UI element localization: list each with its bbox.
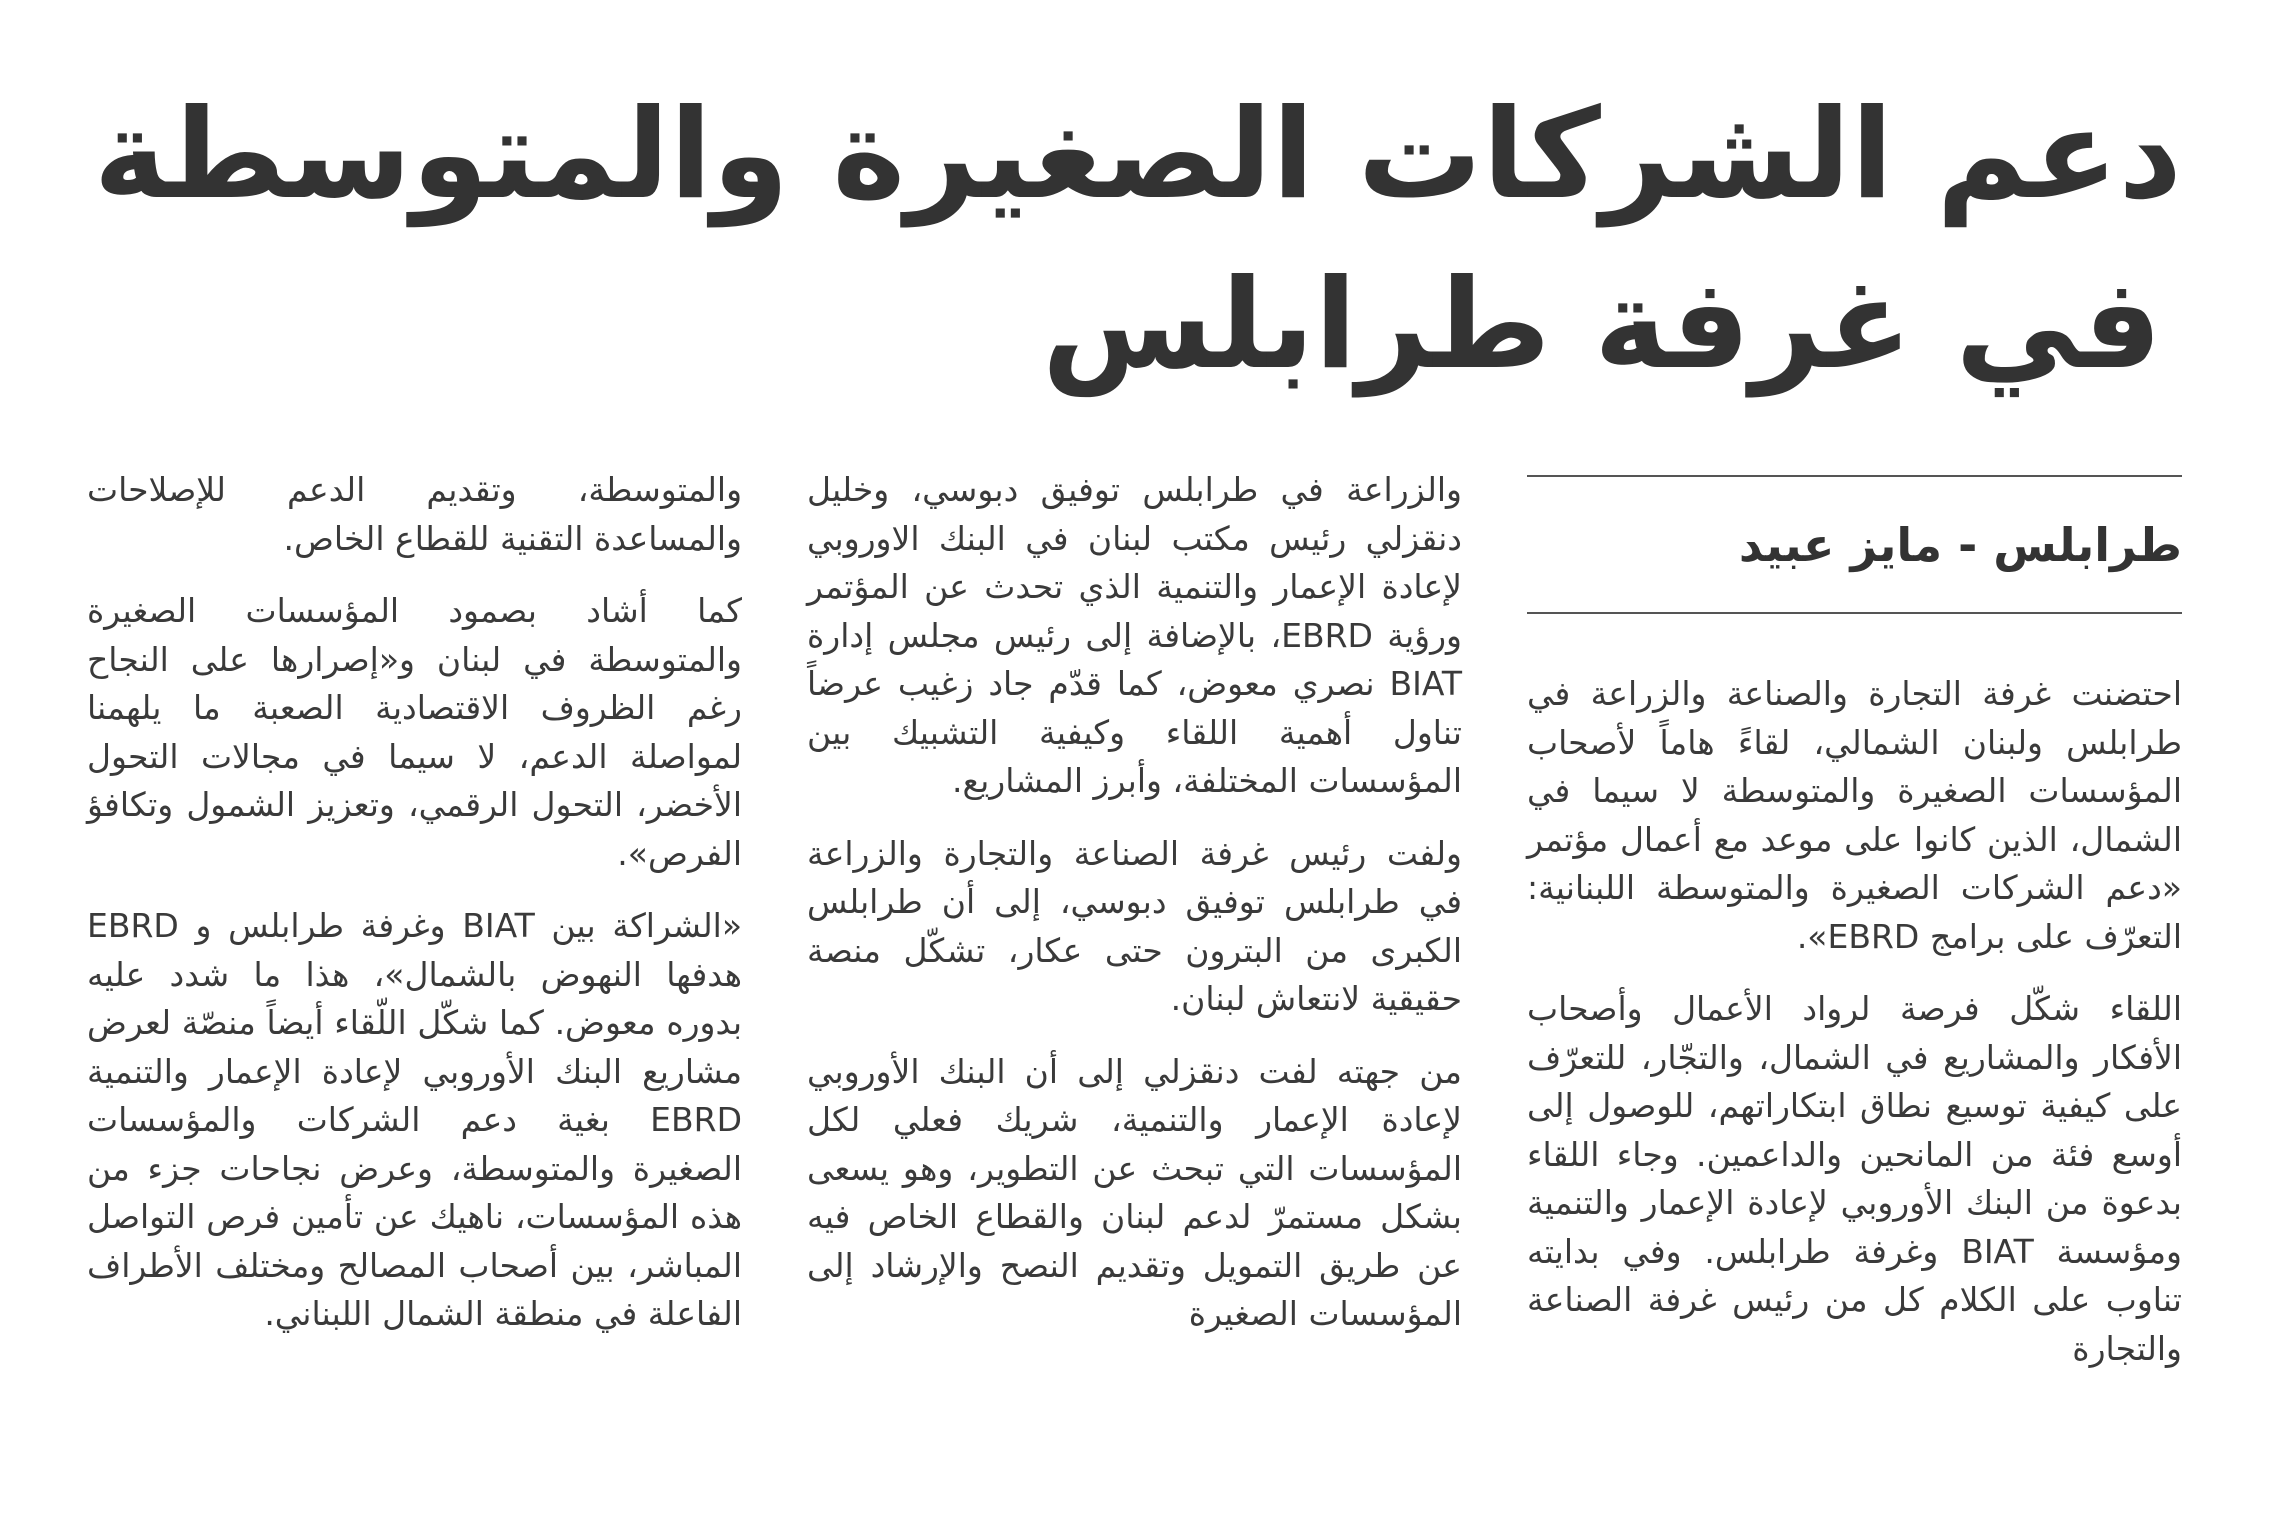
paragraph: والمتوسطة، وتقديم الدعم للإصلاحات والمساعدة التقنية للقطاع الخاص. bbox=[87, 470, 742, 558]
paragraph: كما أشاد بصمود المؤسسات الصغيرة والمتوسطة في لبنان و«إصرارها على النجاح رغم الظروف الاقتصادية الصعبة ما يلهمنا لمواصلة الدعم، لا سيما في مجالات التحول الأخضر، التحول الرقمي، وتعزيز الشمول وتكافؤ الفرص». bbox=[87, 591, 742, 873]
column-right bbox=[1527, 670, 2182, 1397]
article-headline bbox=[82, 70, 2182, 410]
headline-line-1: دعم الشركات الصغيرة والمتوسطة bbox=[93, 83, 2182, 227]
headline-line-2: في غرفة طرابلس bbox=[1041, 253, 2162, 397]
byline: طرابلس - مايز عبيد bbox=[1738, 517, 2182, 572]
column-middle bbox=[807, 466, 1462, 1363]
paragraph: اللقاء شكّل فرصة لرواد الأعمال وأصحاب الأفكار والمشاريع في الشمال، والتجّار، للتعرّف على كيفية توسيع نطاق ابتكاراتهم، للوصول إلى أوسع فئة من المانحين والداعمين. وجاء اللقاء بدعوة من البنك الأوروبي لإعادة الإعمار والتنمية ومؤسسة BIAT وغرفة طرابلس. وفي بدايته تناوب على الكلام كل من رئيس غرفة الصناعة والتجارة bbox=[1527, 989, 2182, 1368]
paragraph: والزراعة في طرابلس توفيق دبوسي، وخليل دنقزلي رئيس مكتب لبنان في البنك الاوروبي لإعادة الإعمار والتنمية الذي تحدث عن المؤتمر ورؤية EBRD، بالإضافة إلى رئيس مجلس إدارة BIAT نصري معوض، كما قدّم جاد زغيب عرضاً تناول أهمية اللقاء وكيفية التشبيك بين المؤسسات المختلفة، وأبرز المشاريع. bbox=[807, 470, 1462, 800]
paragraph: ولفت رئيس غرفة الصناعة والتجارة والزراعة في طرابلس توفيق دبوسي، إلى أن طرابلس الكبرى من البترون حتى عكار، تشكّل منصة حقيقية لانتعاش لبنان. bbox=[807, 833, 1462, 1018]
paragraph: من جهته لفت دنقزلي إلى أن البنك الأوروبي لإعادة الإعمار والتنمية، شريك فعلي لكل المؤسسات التي تبحث عن التطوير، وهو يسعى بشكل مستمرّ لدعم لبنان والقطاع الخاص فيه عن طريق التمويل وتقديم النصح والإرشاد إلى المؤسسات الصغيرة bbox=[807, 1051, 1462, 1333]
paragraph: احتضنت غرفة التجارة والصناعة والزراعة في طرابلس ولبنان الشمالي، لقاءً هاماً لأصحاب المؤسسات الصغيرة والمتوسطة لا سيما في الشمال، الذين كانوا على موعد مع أعمال مؤتمر «دعم الشركات الصغيرة والمتوسطة اللبنانية: التعرّف على برامج EBRD». bbox=[1527, 674, 2182, 956]
paragraph: «الشراكة بين BIAT وغرفة طرابلس و EBRD هدفها النهوض بالشمال»، هذا ما شدد عليه بدوره معوض. كما شكّل اللّقاء أيضاً منصّة لعرض مشاريع البنك الأوروبي لإعادة الإعمار والتنمية EBRD بغية دعم الشركات والمؤسسات الصغيرة والمتوسطة، وعرض نجاحات جزء من هذه المؤسسات، ناهيك عن تأمين فرص التواصل المباشر، بين أصحاب المصالح ومختلف الأطراف الفاعلة في منطقة الشمال اللبناني. bbox=[87, 906, 743, 1333]
column-left bbox=[87, 466, 742, 1363]
byline-block bbox=[1527, 475, 2182, 614]
